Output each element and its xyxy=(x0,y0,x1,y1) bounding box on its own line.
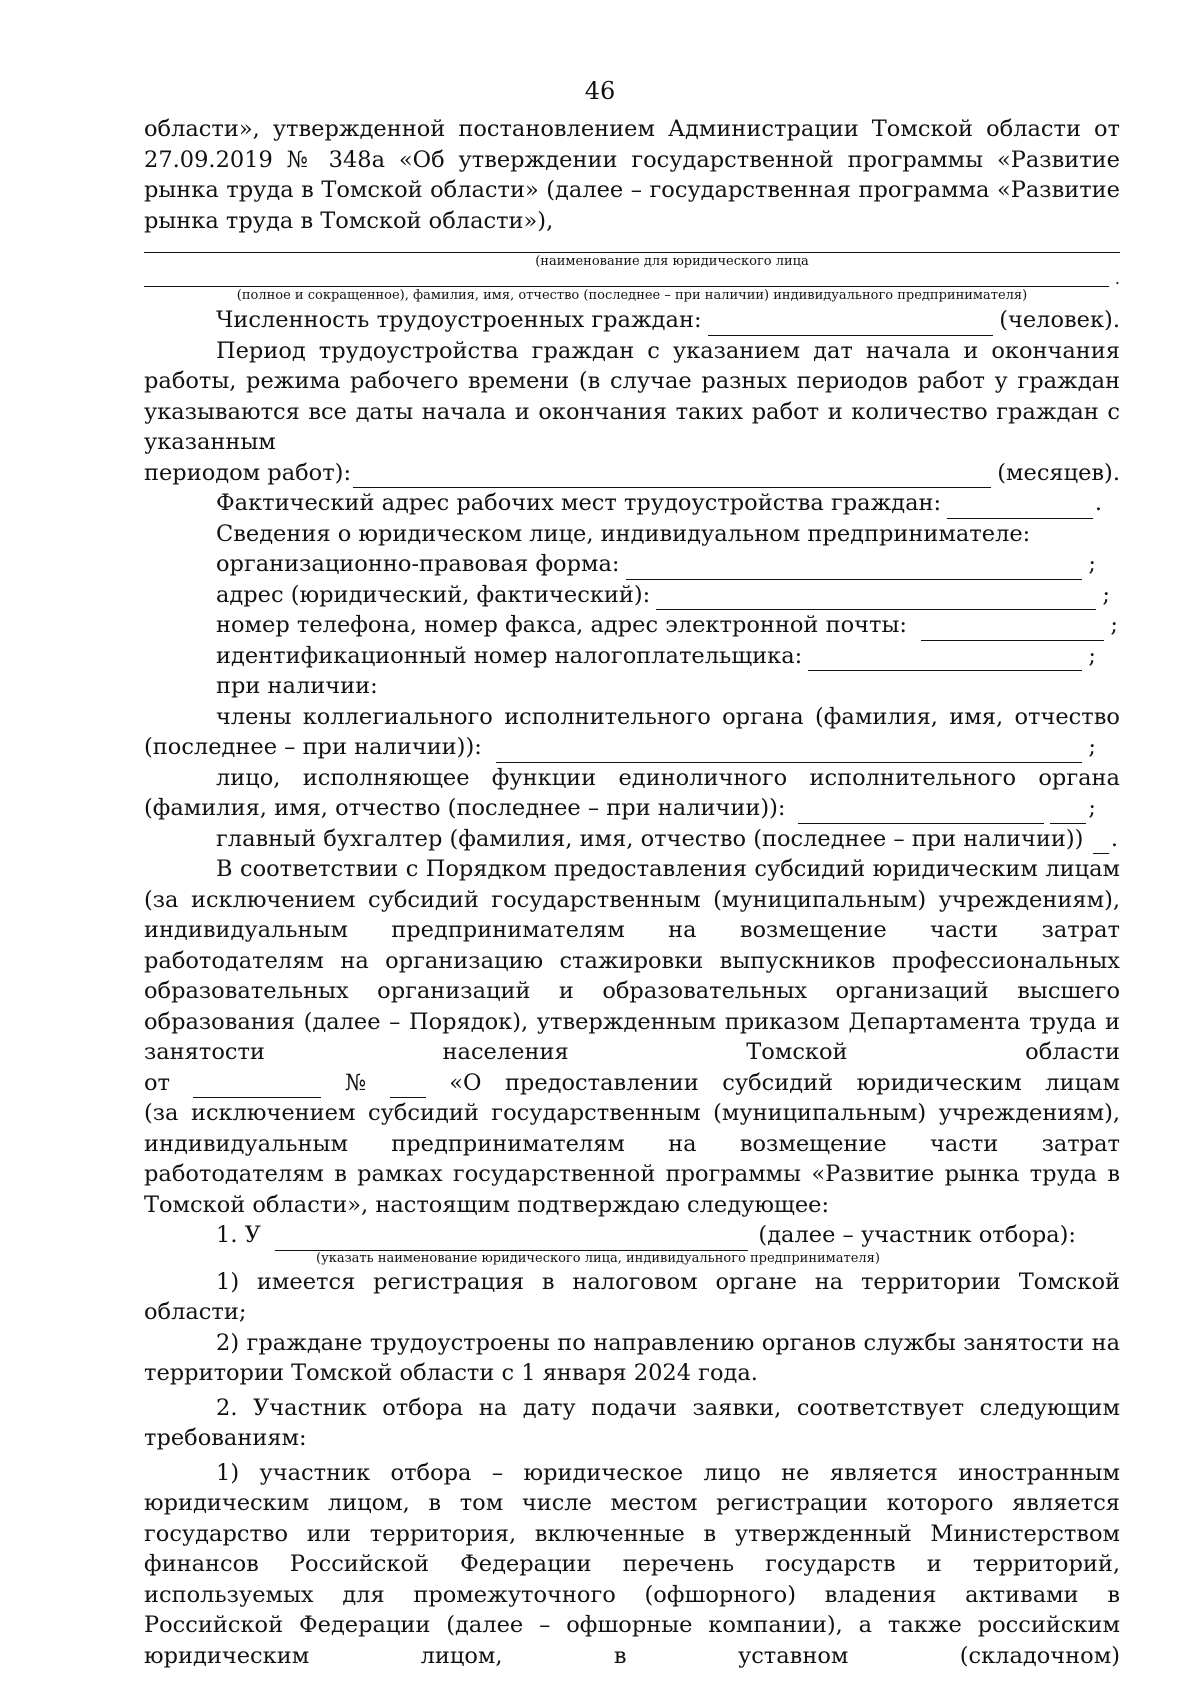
actual-address-label: Фактический адрес рабочих мест трудоустройства граждан: xyxy=(216,490,942,516)
actual-address-field[interactable] xyxy=(947,496,1093,519)
board-word: имя, xyxy=(949,703,1004,730)
accordance-paragraph-2: (за исключением субсидий государственным (муниципальным) учреждениям), индивидуальным предпринимателям на возмещение части затрат работодателям в рамках государственной программы «Развитие рынка труда в Томской области», настоящим подтверждаю следующее: xyxy=(144,1100,1120,1218)
info-heading-row xyxy=(144,519,1120,550)
accordance-word: «О xyxy=(449,1069,482,1096)
period-label: периодом работ): xyxy=(144,459,352,486)
contacts-row xyxy=(144,610,1120,641)
inn-field[interactable] xyxy=(808,648,1082,671)
if-present-row xyxy=(144,671,1120,702)
accountant-field[interactable] xyxy=(1093,831,1108,854)
board-row xyxy=(144,732,1120,763)
inn-label: идентификационный номер налогоплательщика: xyxy=(216,642,803,669)
item2-paragraph: 2. Участник отбора на дату подачи заявки, соответствует следующим требованиям: xyxy=(144,1394,1120,1451)
address-label: адрес (юридический, фактический): xyxy=(216,581,651,608)
board-end: ; xyxy=(1088,734,1096,760)
accountant-end: . xyxy=(1110,825,1118,852)
accountant-label: главный бухгалтер (фамилия, имя, отчество (последнее – при наличии)) xyxy=(216,825,1084,852)
employed-count-row xyxy=(144,305,1120,336)
legal-form-row xyxy=(144,549,1120,580)
legal-form-label: организационно-правовая форма: xyxy=(216,551,620,577)
if-present-label: при наличии: xyxy=(216,673,378,699)
executive-word: исполняющее xyxy=(302,764,470,791)
board-words-row xyxy=(144,702,1120,733)
address-row xyxy=(144,580,1120,611)
executive-field-extra[interactable] xyxy=(1050,801,1086,824)
executive-label: (фамилия, имя, отчество (последнее – при наличии)): xyxy=(144,795,786,821)
inn-row xyxy=(144,641,1120,672)
period-unit: (месяцев). xyxy=(997,459,1120,486)
caption-legal-name: (наименование для юридического лица xyxy=(535,254,809,269)
accordance-order-row xyxy=(144,1068,1120,1099)
employed-count-unit: (человек). xyxy=(999,307,1120,333)
actual-address-row xyxy=(144,488,1120,519)
inn-end: ; xyxy=(1088,642,1096,669)
board-word: (фамилия, xyxy=(815,703,938,730)
executive-word: лицо, xyxy=(216,764,281,791)
accordance-word: лицам xyxy=(1045,1069,1120,1096)
blank-line-legal-name[interactable] xyxy=(144,236,1120,253)
board-word: исполнительного xyxy=(504,703,711,730)
executive-word: исполнительного xyxy=(809,764,1017,791)
contacts-label: номер телефона, номер факса, адрес электронной почты: xyxy=(216,612,907,638)
period-row xyxy=(144,458,1120,489)
board-field[interactable] xyxy=(496,740,1083,763)
address-end: ; xyxy=(1102,581,1110,608)
order-number-field[interactable] xyxy=(390,1075,426,1098)
item1-caption: (указать наименование юридического лица, индивидуального предпринимателя) xyxy=(316,1250,880,1266)
executive-word: органа xyxy=(1038,764,1120,791)
item1-sub2: 2) граждане трудоустроены по направлению органов службы занятости на территории Томской области с 1 января 2024 года. xyxy=(144,1329,1120,1386)
period-paragraph: Период трудоустройства граждан с указанием дат начала и окончания работы, режима рабочего времени (в случае разных периодов работ у граждан указываются все даты начала и окончания таких работ и количество граждан с указанным xyxy=(144,337,1120,455)
accordance-word: предоставлении xyxy=(504,1069,699,1096)
accordance-word: юридическим xyxy=(856,1069,1022,1096)
intro-paragraph: области», утвержденной постановлением Администрации Томской области от 27.09.2019 № 348а «Об утверждении государственной программы «Развитие рынка труда в Томской области» (далее – государственная программа «Развитие рынка труда в Томской области»), xyxy=(144,116,1120,234)
item1-sub1: 1) имеется регистрация в налоговом органе на территории Томской области; xyxy=(144,1268,1120,1325)
board-word: коллегиального xyxy=(302,703,493,730)
board-word: органа xyxy=(722,703,804,730)
blank-line-full-name[interactable] xyxy=(144,272,1109,287)
accordance-paragraph-1: В соответствии с Порядком предоставления субсидий юридическим лицам (за исключением субсидий государственным (муниципальным) учреждениям), индивидуальным предпринимателям на возмещение части затрат работодателям на организацию стажировки выпускников профессиональных образовательных организаций и образовательных организаций высшего образования (далее – Порядок), утвержденным приказом Департамента труда и занятости населения Томской области xyxy=(144,856,1120,1065)
period-field[interactable] xyxy=(353,465,991,488)
accordance-word: субсидий xyxy=(722,1069,834,1096)
item1-suffix: (далее – участник отбора): xyxy=(758,1222,1076,1248)
address-field[interactable] xyxy=(656,587,1096,610)
board-word: отчество xyxy=(1014,703,1120,730)
actual-address-end: . xyxy=(1094,490,1102,516)
board-word: члены xyxy=(216,703,292,730)
contacts-end: ; xyxy=(1110,612,1118,638)
item1-prefix: 1. У xyxy=(216,1222,261,1248)
employed-count-label: Численность трудоустроенных граждан: xyxy=(216,307,702,333)
executive-field[interactable] xyxy=(798,801,1045,824)
page-number: 46 xyxy=(584,77,616,105)
executive-end: ; xyxy=(1088,795,1096,821)
legal-form-end: ; xyxy=(1088,551,1096,577)
accordance-from: от xyxy=(144,1069,170,1096)
info-heading: Сведения о юридическом лице, индивидуальном предпринимателе: xyxy=(216,520,1031,547)
caption-full-name: (полное и сокращенное), фамилия, имя, отчество (последнее – при наличии) индивидуального предпринимателя) xyxy=(236,288,1028,303)
accountant-row xyxy=(144,824,1120,855)
item2-sub1: 1) участник отбора – юридическое лицо не является иностранным юридическим лицом, в том числе местом регистрации которого является государство или территория, включенные в утвержденный Министерством финансов Российской Федерации перечень государств и территорий, используемых для промежуточного (офшорного) владения активами в Российской Федерации (далее – офшорные компании), а также российским юридическим лицом, в уставном (складочном) xyxy=(144,1459,1120,1669)
period-mark: . xyxy=(1114,269,1120,288)
executive-row xyxy=(144,793,1120,824)
legal-form-field[interactable] xyxy=(626,557,1083,580)
employed-count-field[interactable] xyxy=(708,313,994,336)
board-label: (последнее – при наличии)): xyxy=(144,734,482,760)
executive-words-row xyxy=(144,763,1120,794)
executive-word: единоличного xyxy=(618,764,788,791)
document-body xyxy=(144,114,1120,1671)
accordance-no: № xyxy=(344,1069,367,1096)
order-date-field[interactable] xyxy=(193,1075,321,1098)
contacts-field[interactable] xyxy=(921,618,1104,641)
item1-row xyxy=(144,1220,1120,1251)
executive-word: функции xyxy=(491,764,597,791)
item1-name-field[interactable] xyxy=(275,1228,749,1251)
